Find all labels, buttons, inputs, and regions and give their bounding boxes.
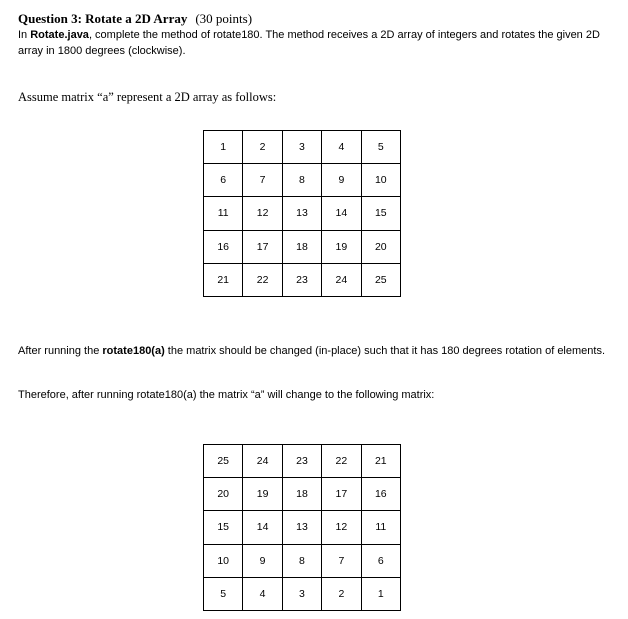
after-prefix: After running the (18, 345, 103, 357)
matrix-after-row (204, 577, 401, 610)
matrix-cell: 23 (282, 263, 321, 296)
intro-text: , complete the method of rotate180. The method receives a 2D array of integers and rotates the given 2D array in 1800 degrees (clockwise). (18, 29, 600, 57)
matrix-before-table (203, 130, 401, 297)
matrix-cell: 1 (204, 131, 243, 164)
after-text: the matrix should be changed (in-place) such that it has 180 degrees rotation of elements. (164, 345, 606, 357)
matrix-before-row (204, 197, 401, 230)
matrix-cell: 23 (282, 445, 321, 478)
matrix-after-row (204, 544, 401, 577)
matrix-cell: 5 (204, 577, 243, 610)
matrix-cell: 22 (243, 263, 282, 296)
matrix-cell: 10 (204, 544, 243, 577)
matrix-cell: 16 (361, 478, 400, 511)
matrix-cell: 2 (322, 577, 361, 610)
matrix-after-row (204, 445, 401, 478)
matrix-cell: 6 (361, 544, 400, 577)
matrix-after-row (204, 478, 401, 511)
matrix-cell: 1 (361, 577, 400, 610)
matrix-cell: 7 (322, 544, 361, 577)
matrix-cell: 22 (322, 445, 361, 478)
matrix-cell: 25 (361, 263, 400, 296)
matrix-cell: 20 (204, 478, 243, 511)
matrix-cell: 8 (282, 164, 321, 197)
matrix-cell: 4 (243, 577, 282, 610)
question-heading (18, 11, 252, 27)
matrix-cell: 3 (282, 131, 321, 164)
matrix-cell: 7 (243, 164, 282, 197)
intro-prefix: In (18, 29, 31, 41)
matrix-cell: 2 (243, 131, 282, 164)
matrix-cell: 18 (282, 230, 321, 263)
matrix-cell: 12 (322, 511, 361, 544)
intro-paragraph (18, 27, 608, 59)
matrix-cell: 12 (243, 197, 282, 230)
matrix-cell: 19 (243, 478, 282, 511)
question-points: (30 points) (195, 11, 253, 26)
matrix-before-row (204, 230, 401, 263)
therefore-paragraph: Therefore, after running rotate180(a) the matrix “a” will change to the following matrix: (18, 389, 435, 401)
matrix-cell: 20 (361, 230, 400, 263)
matrix-cell: 25 (204, 445, 243, 478)
matrix-cell: 13 (282, 511, 321, 544)
matrix-cell: 21 (204, 263, 243, 296)
matrix-cell: 6 (204, 164, 243, 197)
matrix-cell: 24 (243, 445, 282, 478)
matrix-cell: 5 (361, 131, 400, 164)
matrix-cell: 11 (204, 197, 243, 230)
matrix-cell: 17 (322, 478, 361, 511)
assume-paragraph: Assume matrix “a” represent a 2D array as follows: (18, 90, 277, 104)
matrix-cell: 11 (361, 511, 400, 544)
question-title: Question 3: Rotate a 2D Array (18, 11, 188, 26)
intro-file-name: Rotate.java (30, 29, 89, 41)
matrix-cell: 18 (282, 478, 321, 511)
matrix-cell: 3 (282, 577, 321, 610)
after-paragraph (18, 343, 608, 359)
matrix-before-row (204, 131, 401, 164)
matrix-cell: 8 (282, 544, 321, 577)
matrix-after-row (204, 511, 401, 544)
matrix-cell: 13 (282, 197, 321, 230)
matrix-cell: 15 (204, 511, 243, 544)
matrix-cell: 17 (243, 230, 282, 263)
matrix-cell: 4 (322, 131, 361, 164)
matrix-after-table (203, 444, 401, 611)
matrix-cell: 14 (243, 511, 282, 544)
matrix-cell: 15 (361, 197, 400, 230)
matrix-cell: 21 (361, 445, 400, 478)
matrix-cell: 9 (322, 164, 361, 197)
matrix-cell: 10 (361, 164, 400, 197)
matrix-cell: 9 (243, 544, 282, 577)
matrix-before-row (204, 164, 401, 197)
matrix-before-row (204, 263, 401, 296)
after-method-call: rotate180(a) (102, 345, 165, 357)
matrix-cell: 24 (322, 263, 361, 296)
matrix-cell: 14 (322, 197, 361, 230)
matrix-cell: 19 (322, 230, 361, 263)
matrix-cell: 16 (204, 230, 243, 263)
